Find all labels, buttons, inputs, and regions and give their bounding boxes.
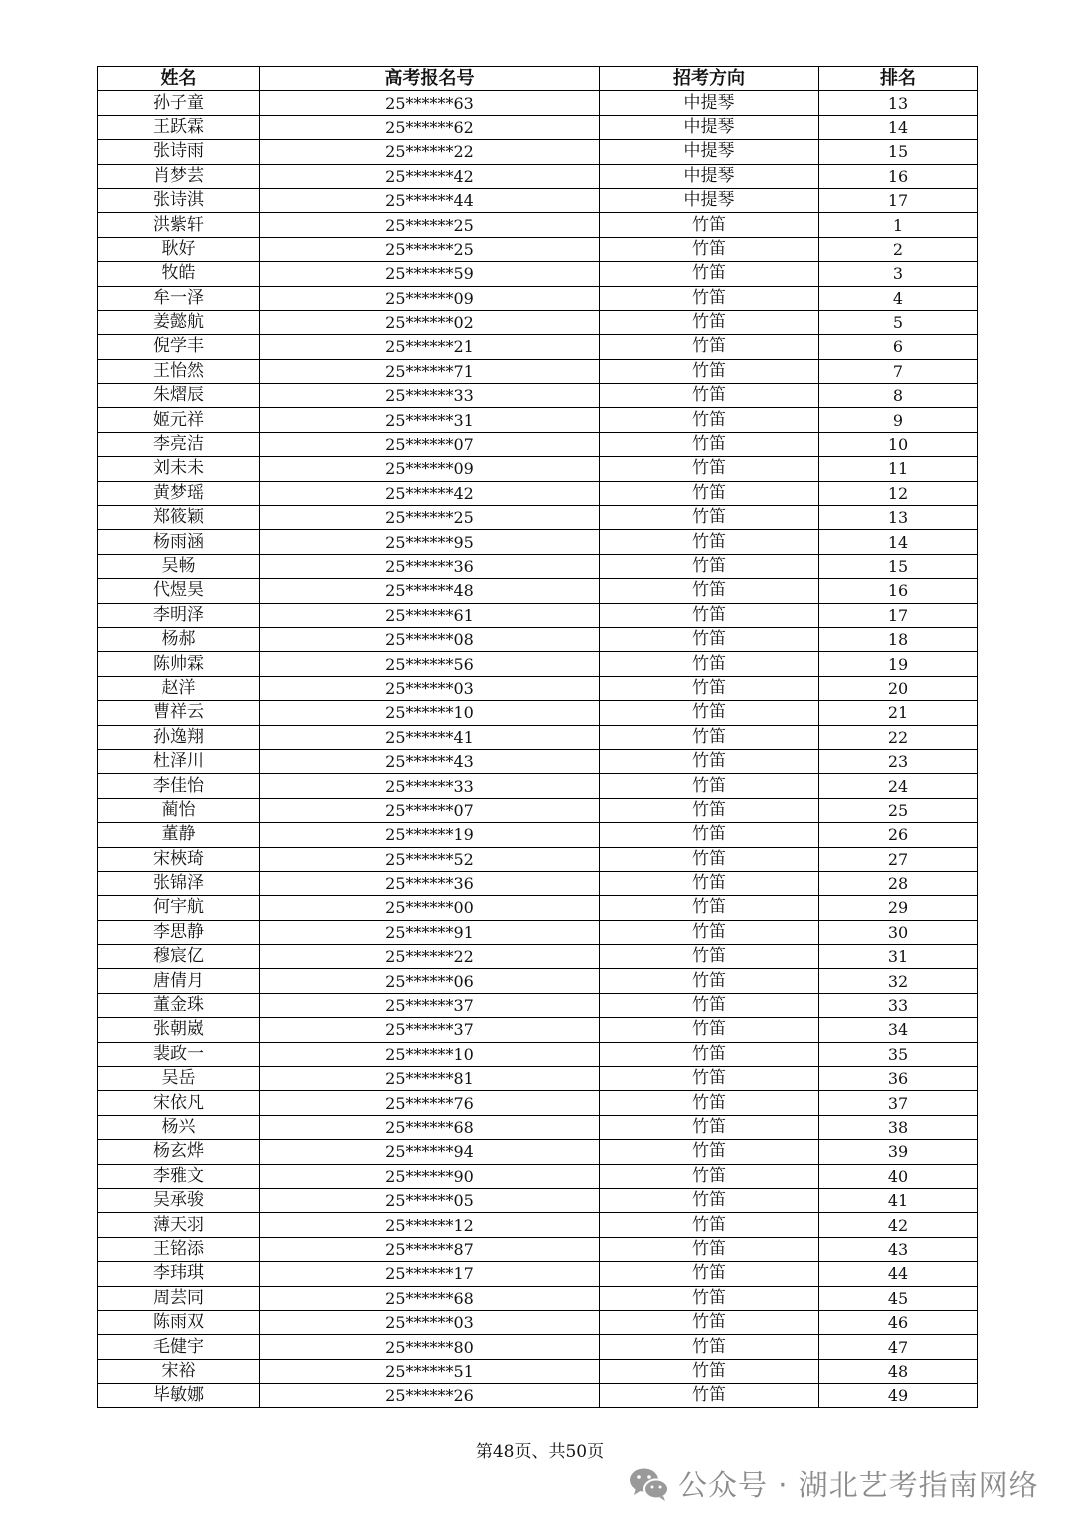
table-row bbox=[98, 1042, 978, 1066]
cell-rank: 34 bbox=[819, 1018, 978, 1042]
cell-exam-number: 25******06 bbox=[260, 969, 600, 993]
cell-direction: 竹笛 bbox=[600, 1042, 819, 1066]
cell-exam-number: 25******33 bbox=[260, 774, 600, 798]
cell-name: 郑筱颖 bbox=[98, 506, 260, 530]
cell-direction: 竹笛 bbox=[600, 530, 819, 554]
cell-exam-number: 25******36 bbox=[260, 871, 600, 895]
table-row bbox=[98, 554, 978, 578]
table-row bbox=[98, 823, 978, 847]
cell-name: 肖梦芸 bbox=[98, 164, 260, 188]
cell-direction: 竹笛 bbox=[600, 554, 819, 578]
table-row bbox=[98, 896, 978, 920]
cell-rank: 5 bbox=[819, 310, 978, 334]
cell-direction: 竹笛 bbox=[600, 408, 819, 432]
cell-name: 唐倩月 bbox=[98, 969, 260, 993]
cell-rank: 15 bbox=[819, 554, 978, 578]
cell-name: 董静 bbox=[98, 823, 260, 847]
cell-name: 周芸同 bbox=[98, 1286, 260, 1310]
cell-exam-number: 25******41 bbox=[260, 725, 600, 749]
table-row bbox=[98, 603, 978, 627]
cell-name: 宋依凡 bbox=[98, 1091, 260, 1115]
cell-rank: 44 bbox=[819, 1262, 978, 1286]
cell-direction: 竹笛 bbox=[600, 1091, 819, 1115]
cell-exam-number: 25******31 bbox=[260, 408, 600, 432]
cell-name: 蔺怡 bbox=[98, 798, 260, 822]
cell-direction: 竹笛 bbox=[600, 823, 819, 847]
cell-direction: 竹笛 bbox=[600, 1164, 819, 1188]
cell-exam-number: 25******68 bbox=[260, 1115, 600, 1139]
cell-exam-number: 25******80 bbox=[260, 1335, 600, 1359]
cell-rank: 38 bbox=[819, 1115, 978, 1139]
cell-exam-number: 25******33 bbox=[260, 384, 600, 408]
cell-name: 毛健宇 bbox=[98, 1335, 260, 1359]
cell-direction: 竹笛 bbox=[600, 676, 819, 700]
cell-rank: 2 bbox=[819, 237, 978, 261]
cell-rank: 1 bbox=[819, 213, 978, 237]
cell-direction: 竹笛 bbox=[600, 725, 819, 749]
cell-exam-number: 25******07 bbox=[260, 798, 600, 822]
cell-rank: 21 bbox=[819, 701, 978, 725]
cell-direction: 竹笛 bbox=[600, 1286, 819, 1310]
cell-rank: 7 bbox=[819, 359, 978, 383]
header-direction: 招考方向 bbox=[600, 67, 819, 91]
cell-rank: 15 bbox=[819, 140, 978, 164]
cell-name: 王铭添 bbox=[98, 1237, 260, 1261]
cell-direction: 竹笛 bbox=[600, 1213, 819, 1237]
cell-exam-number: 25******56 bbox=[260, 652, 600, 676]
table-row bbox=[98, 774, 978, 798]
cell-exam-number: 25******07 bbox=[260, 432, 600, 456]
cell-direction: 竹笛 bbox=[600, 774, 819, 798]
cell-direction: 竹笛 bbox=[600, 627, 819, 651]
cell-exam-number: 25******44 bbox=[260, 188, 600, 212]
cell-rank: 16 bbox=[819, 579, 978, 603]
page-number: 第48页、共50页 bbox=[475, 1442, 605, 1462]
cell-exam-number: 25******51 bbox=[260, 1359, 600, 1383]
cell-direction: 竹笛 bbox=[600, 945, 819, 969]
cell-exam-number: 25******37 bbox=[260, 1018, 600, 1042]
cell-exam-number: 25******25 bbox=[260, 506, 600, 530]
table-row bbox=[98, 579, 978, 603]
cell-direction: 竹笛 bbox=[600, 310, 819, 334]
cell-rank: 25 bbox=[819, 798, 978, 822]
cell-rank: 26 bbox=[819, 823, 978, 847]
cell-direction: 竹笛 bbox=[600, 457, 819, 481]
cell-name: 倪学丰 bbox=[98, 335, 260, 359]
cell-name: 朱熠辰 bbox=[98, 384, 260, 408]
cell-name: 牧皓 bbox=[98, 262, 260, 286]
cell-exam-number: 25******00 bbox=[260, 896, 600, 920]
cell-exam-number: 25******09 bbox=[260, 457, 600, 481]
cell-exam-number: 25******03 bbox=[260, 676, 600, 700]
cell-direction: 竹笛 bbox=[600, 262, 819, 286]
table-row bbox=[98, 286, 978, 310]
table-row bbox=[98, 530, 978, 554]
table-row bbox=[98, 262, 978, 286]
cell-rank: 13 bbox=[819, 506, 978, 530]
cell-exam-number: 25******62 bbox=[260, 115, 600, 139]
cell-name: 吴岳 bbox=[98, 1067, 260, 1091]
header-exam-number: 高考报名号 bbox=[260, 67, 600, 91]
cell-direction: 竹笛 bbox=[600, 1188, 819, 1212]
cell-rank: 23 bbox=[819, 749, 978, 773]
header-name: 姓名 bbox=[98, 67, 260, 91]
cell-direction: 竹笛 bbox=[600, 1140, 819, 1164]
cell-exam-number: 25******42 bbox=[260, 164, 600, 188]
table-row bbox=[98, 1091, 978, 1115]
cell-exam-number: 25******48 bbox=[260, 579, 600, 603]
cell-rank: 39 bbox=[819, 1140, 978, 1164]
cell-exam-number: 25******94 bbox=[260, 1140, 600, 1164]
cell-exam-number: 25******91 bbox=[260, 920, 600, 944]
cell-name: 李玮琪 bbox=[98, 1262, 260, 1286]
cell-exam-number: 25******59 bbox=[260, 262, 600, 286]
cell-exam-number: 25******71 bbox=[260, 359, 600, 383]
cell-exam-number: 25******52 bbox=[260, 847, 600, 871]
results-table bbox=[97, 66, 978, 1408]
cell-rank: 12 bbox=[819, 481, 978, 505]
table-row bbox=[98, 213, 978, 237]
cell-name: 穆宸亿 bbox=[98, 945, 260, 969]
cell-direction: 中提琴 bbox=[600, 91, 819, 115]
table-row bbox=[98, 237, 978, 261]
cell-name: 何宇航 bbox=[98, 896, 260, 920]
table-row bbox=[98, 676, 978, 700]
table-row bbox=[98, 1262, 978, 1286]
cell-name: 宋梜琦 bbox=[98, 847, 260, 871]
cell-rank: 37 bbox=[819, 1091, 978, 1115]
table-row bbox=[98, 725, 978, 749]
cell-rank: 20 bbox=[819, 676, 978, 700]
cell-exam-number: 25******08 bbox=[260, 627, 600, 651]
cell-rank: 31 bbox=[819, 945, 978, 969]
cell-direction: 竹笛 bbox=[600, 847, 819, 871]
cell-name: 杨郝 bbox=[98, 627, 260, 651]
cell-direction: 竹笛 bbox=[600, 1262, 819, 1286]
header-row bbox=[98, 67, 978, 91]
table-row bbox=[98, 188, 978, 212]
cell-name: 姬元祥 bbox=[98, 408, 260, 432]
cell-direction: 竹笛 bbox=[600, 1384, 819, 1408]
cell-direction: 竹笛 bbox=[600, 1310, 819, 1334]
table-row bbox=[98, 627, 978, 651]
cell-name: 吴畅 bbox=[98, 554, 260, 578]
cell-exam-number: 25******81 bbox=[260, 1067, 600, 1091]
cell-rank: 49 bbox=[819, 1384, 978, 1408]
table-row bbox=[98, 871, 978, 895]
cell-exam-number: 25******19 bbox=[260, 823, 600, 847]
cell-direction: 竹笛 bbox=[600, 335, 819, 359]
table-row bbox=[98, 1286, 978, 1310]
cell-direction: 竹笛 bbox=[600, 652, 819, 676]
table-row bbox=[98, 91, 978, 115]
cell-rank: 22 bbox=[819, 725, 978, 749]
cell-rank: 32 bbox=[819, 969, 978, 993]
cell-direction: 竹笛 bbox=[600, 579, 819, 603]
cell-name: 李雅文 bbox=[98, 1164, 260, 1188]
cell-direction: 竹笛 bbox=[600, 701, 819, 725]
cell-exam-number: 25******68 bbox=[260, 1286, 600, 1310]
cell-rank: 24 bbox=[819, 774, 978, 798]
cell-name: 杨玄烨 bbox=[98, 1140, 260, 1164]
cell-exam-number: 25******10 bbox=[260, 1042, 600, 1066]
cell-direction: 中提琴 bbox=[600, 140, 819, 164]
table-row bbox=[98, 408, 978, 432]
cell-exam-number: 25******26 bbox=[260, 1384, 600, 1408]
cell-name: 李明泽 bbox=[98, 603, 260, 627]
cell-direction: 竹笛 bbox=[600, 1115, 819, 1139]
table-row bbox=[98, 310, 978, 334]
cell-rank: 17 bbox=[819, 603, 978, 627]
cell-rank: 9 bbox=[819, 408, 978, 432]
cell-direction: 竹笛 bbox=[600, 798, 819, 822]
table-row bbox=[98, 1188, 978, 1212]
cell-rank: 19 bbox=[819, 652, 978, 676]
cell-name: 张诗雨 bbox=[98, 140, 260, 164]
cell-name: 宋裕 bbox=[98, 1359, 260, 1383]
cell-direction: 竹笛 bbox=[600, 969, 819, 993]
table-row bbox=[98, 481, 978, 505]
cell-direction: 竹笛 bbox=[600, 481, 819, 505]
cell-rank: 10 bbox=[819, 432, 978, 456]
cell-name: 王怡然 bbox=[98, 359, 260, 383]
cell-name: 王跃霖 bbox=[98, 115, 260, 139]
cell-exam-number: 25******02 bbox=[260, 310, 600, 334]
cell-rank: 11 bbox=[819, 457, 978, 481]
cell-exam-number: 25******25 bbox=[260, 213, 600, 237]
cell-direction: 竹笛 bbox=[600, 359, 819, 383]
cell-exam-number: 25******36 bbox=[260, 554, 600, 578]
cell-direction: 竹笛 bbox=[600, 384, 819, 408]
cell-exam-number: 25******37 bbox=[260, 993, 600, 1017]
cell-exam-number: 25******90 bbox=[260, 1164, 600, 1188]
table-row bbox=[98, 969, 978, 993]
cell-name: 牟一泽 bbox=[98, 286, 260, 310]
cell-exam-number: 25******22 bbox=[260, 140, 600, 164]
cell-rank: 30 bbox=[819, 920, 978, 944]
cell-exam-number: 25******21 bbox=[260, 335, 600, 359]
cell-name: 姜懿航 bbox=[98, 310, 260, 334]
cell-exam-number: 25******95 bbox=[260, 530, 600, 554]
cell-name: 曹祥云 bbox=[98, 701, 260, 725]
cell-name: 薄天羽 bbox=[98, 1213, 260, 1237]
cell-rank: 41 bbox=[819, 1188, 978, 1212]
cell-direction: 中提琴 bbox=[600, 115, 819, 139]
table-row bbox=[98, 1359, 978, 1383]
cell-exam-number: 25******03 bbox=[260, 1310, 600, 1334]
cell-direction: 竹笛 bbox=[600, 871, 819, 895]
cell-exam-number: 25******76 bbox=[260, 1091, 600, 1115]
cell-name: 洪紫轩 bbox=[98, 213, 260, 237]
cell-direction: 中提琴 bbox=[600, 188, 819, 212]
cell-exam-number: 25******05 bbox=[260, 1188, 600, 1212]
cell-direction: 竹笛 bbox=[600, 432, 819, 456]
table-row bbox=[98, 359, 978, 383]
table-row bbox=[98, 1237, 978, 1261]
cell-rank: 35 bbox=[819, 1042, 978, 1066]
cell-direction: 竹笛 bbox=[600, 896, 819, 920]
table-row bbox=[98, 652, 978, 676]
table-row bbox=[98, 1335, 978, 1359]
table-row bbox=[98, 945, 978, 969]
table-row bbox=[98, 335, 978, 359]
cell-name: 张诗淇 bbox=[98, 188, 260, 212]
cell-rank: 13 bbox=[819, 91, 978, 115]
watermark-text: 公众号 · 湖北艺考指南网络 bbox=[678, 1468, 1039, 1502]
cell-exam-number: 25******22 bbox=[260, 945, 600, 969]
header-rank: 排名 bbox=[819, 67, 978, 91]
cell-name: 杜泽川 bbox=[98, 749, 260, 773]
cell-name: 黄梦瑶 bbox=[98, 481, 260, 505]
cell-direction: 竹笛 bbox=[600, 286, 819, 310]
cell-rank: 4 bbox=[819, 286, 978, 310]
cell-name: 吴承骏 bbox=[98, 1188, 260, 1212]
cell-rank: 48 bbox=[819, 1359, 978, 1383]
cell-name: 代煜昊 bbox=[98, 579, 260, 603]
cell-name: 杨雨涵 bbox=[98, 530, 260, 554]
cell-rank: 43 bbox=[819, 1237, 978, 1261]
cell-exam-number: 25******43 bbox=[260, 749, 600, 773]
cell-rank: 33 bbox=[819, 993, 978, 1017]
cell-rank: 27 bbox=[819, 847, 978, 871]
table-row bbox=[98, 140, 978, 164]
cell-name: 张朝崴 bbox=[98, 1018, 260, 1042]
watermark bbox=[628, 1463, 1039, 1504]
cell-name: 耿好 bbox=[98, 237, 260, 261]
cell-direction: 竹笛 bbox=[600, 1237, 819, 1261]
cell-name: 刘未未 bbox=[98, 457, 260, 481]
table-row bbox=[98, 164, 978, 188]
table-row bbox=[98, 1140, 978, 1164]
cell-rank: 40 bbox=[819, 1164, 978, 1188]
cell-name: 李亮洁 bbox=[98, 432, 260, 456]
table-row bbox=[98, 506, 978, 530]
cell-direction: 竹笛 bbox=[600, 920, 819, 944]
cell-name: 裴政一 bbox=[98, 1042, 260, 1066]
table-row bbox=[98, 701, 978, 725]
cell-direction: 竹笛 bbox=[600, 603, 819, 627]
cell-rank: 18 bbox=[819, 627, 978, 651]
table-row bbox=[98, 457, 978, 481]
cell-direction: 竹笛 bbox=[600, 237, 819, 261]
wechat-icon bbox=[628, 1465, 670, 1503]
cell-exam-number: 25******10 bbox=[260, 701, 600, 725]
cell-rank: 3 bbox=[819, 262, 978, 286]
cell-exam-number: 25******61 bbox=[260, 603, 600, 627]
cell-rank: 16 bbox=[819, 164, 978, 188]
table-row bbox=[98, 1115, 978, 1139]
cell-rank: 42 bbox=[819, 1213, 978, 1237]
cell-name: 张锦泽 bbox=[98, 871, 260, 895]
table-row bbox=[98, 993, 978, 1017]
cell-rank: 14 bbox=[819, 530, 978, 554]
cell-exam-number: 25******12 bbox=[260, 1213, 600, 1237]
cell-name: 孙逸翔 bbox=[98, 725, 260, 749]
cell-exam-number: 25******25 bbox=[260, 237, 600, 261]
cell-name: 赵洋 bbox=[98, 676, 260, 700]
cell-direction: 竹笛 bbox=[600, 1335, 819, 1359]
cell-exam-number: 25******09 bbox=[260, 286, 600, 310]
cell-rank: 47 bbox=[819, 1335, 978, 1359]
cell-exam-number: 25******87 bbox=[260, 1237, 600, 1261]
cell-exam-number: 25******17 bbox=[260, 1262, 600, 1286]
cell-exam-number: 25******63 bbox=[260, 91, 600, 115]
cell-direction: 竹笛 bbox=[600, 749, 819, 773]
cell-direction: 竹笛 bbox=[600, 506, 819, 530]
cell-direction: 竹笛 bbox=[600, 1359, 819, 1383]
cell-rank: 17 bbox=[819, 188, 978, 212]
cell-rank: 28 bbox=[819, 871, 978, 895]
table-row bbox=[98, 749, 978, 773]
table-row bbox=[98, 432, 978, 456]
table-row bbox=[98, 1067, 978, 1091]
cell-rank: 45 bbox=[819, 1286, 978, 1310]
table-row bbox=[98, 1018, 978, 1042]
cell-direction: 中提琴 bbox=[600, 164, 819, 188]
cell-direction: 竹笛 bbox=[600, 993, 819, 1017]
cell-name: 毕敏娜 bbox=[98, 1384, 260, 1408]
cell-rank: 6 bbox=[819, 335, 978, 359]
table-row bbox=[98, 115, 978, 139]
cell-rank: 8 bbox=[819, 384, 978, 408]
cell-name: 李佳怡 bbox=[98, 774, 260, 798]
cell-name: 李思静 bbox=[98, 920, 260, 944]
cell-direction: 竹笛 bbox=[600, 1067, 819, 1091]
cell-rank: 46 bbox=[819, 1310, 978, 1334]
cell-name: 董金珠 bbox=[98, 993, 260, 1017]
table-row bbox=[98, 1310, 978, 1334]
table-row bbox=[98, 1164, 978, 1188]
cell-name: 杨兴 bbox=[98, 1115, 260, 1139]
cell-exam-number: 25******42 bbox=[260, 481, 600, 505]
cell-direction: 竹笛 bbox=[600, 1018, 819, 1042]
table-row bbox=[98, 1213, 978, 1237]
cell-name: 孙子童 bbox=[98, 91, 260, 115]
cell-rank: 36 bbox=[819, 1067, 978, 1091]
table-row bbox=[98, 384, 978, 408]
table-row bbox=[98, 847, 978, 871]
cell-name: 陈帅霖 bbox=[98, 652, 260, 676]
cell-direction: 竹笛 bbox=[600, 213, 819, 237]
cell-rank: 29 bbox=[819, 896, 978, 920]
cell-rank: 14 bbox=[819, 115, 978, 139]
table-row bbox=[98, 798, 978, 822]
table-row bbox=[98, 920, 978, 944]
table-row bbox=[98, 1384, 978, 1408]
cell-name: 陈雨双 bbox=[98, 1310, 260, 1334]
